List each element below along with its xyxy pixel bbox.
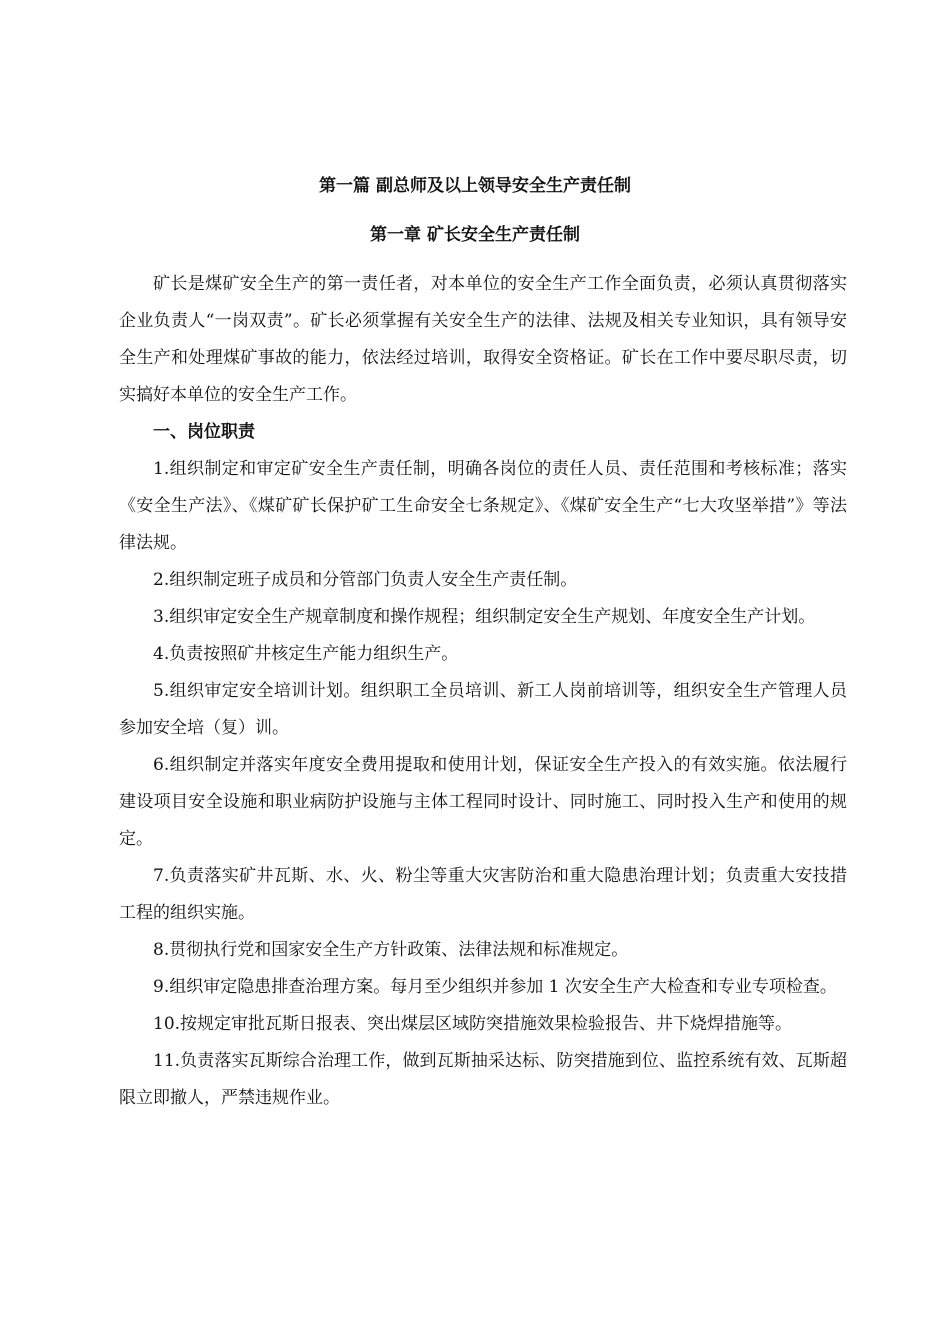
intro-paragraph: 矿长是煤矿安全生产的第一责任者，对本单位的安全生产工作全面负责，必须认真贯彻落实企业负责人“一岗双责”。矿长必须掌握有关安全生产的法律、法规及相关专业知识，具有领导安全生产和处理煤矿事故的能力，依法经过培训，取得安全资格证。矿长在工作中要尽职尽责，切实搞好本单位的安全生产工作。 (119, 274, 847, 405)
duty-item-9: 9.组织审定隐患排查治理方案。每月至少组织并参加 1 次安全生产大检查和专业专项检查。 (153, 977, 837, 997)
document-body (119, 266, 847, 1117)
duty-item-4: 4.负责按照矿井核定生产能力组织生产。 (153, 644, 459, 664)
part-title: 第一篇 副总师及以上领导安全生产责任制 (319, 176, 631, 196)
duty-item-8: 8.贯彻执行党和国家安全生产方针政策、法律法规和标准规定。 (153, 940, 629, 960)
duty-item-11: 11.负责落实瓦斯综合治理工作，做到瓦斯抽采达标、防突措施到位、监控系统有效、瓦斯超限立即撤人，严禁违规作业。 (119, 1051, 847, 1108)
duty-item-10: 10.按规定审批瓦斯日报表、突出煤层区域防突措施效果检验报告、井下烧焊措施等。 (153, 1014, 793, 1034)
duty-item-1: 1.组织制定和审定矿安全生产责任制，明确各岗位的责任人员、责任范围和考核标准；落实《安全生产法》、《煤矿矿长保护矿工生命安全七条规定》、《煤矿安全生产“七大攻坚举措”》等法律法规。 (119, 459, 847, 553)
section-heading: 一、岗位职责 (153, 422, 255, 442)
chapter-title: 第一章 矿长安全生产责任制 (370, 225, 580, 245)
duty-item-6: 6.组织制定并落实年度安全费用提取和使用计划，保证安全生产投入的有效实施。依法履行建设项目安全设施和职业病防护设施与主体工程同时设计、同时施工、同时投入生产和使用的规定。 (119, 755, 847, 849)
duty-item-5: 5.组织审定安全培训计划。组织职工全员培训、新工人岗前培训等，组织安全生产管理人员参加安全培（复）训。 (119, 681, 847, 738)
duty-item-7: 7.负责落实矿井瓦斯、水、火、粉尘等重大灾害防治和重大隐患治理计划；负责重大安技措工程的组织实施。 (119, 866, 847, 923)
duty-item-3: 3.组织审定安全生产规章制度和操作规程；组织制定安全生产规划、年度安全生产计划。 (153, 607, 816, 627)
duty-item-2: 2.组织制定班子成员和分管部门负责人安全生产责任制。 (153, 570, 578, 590)
